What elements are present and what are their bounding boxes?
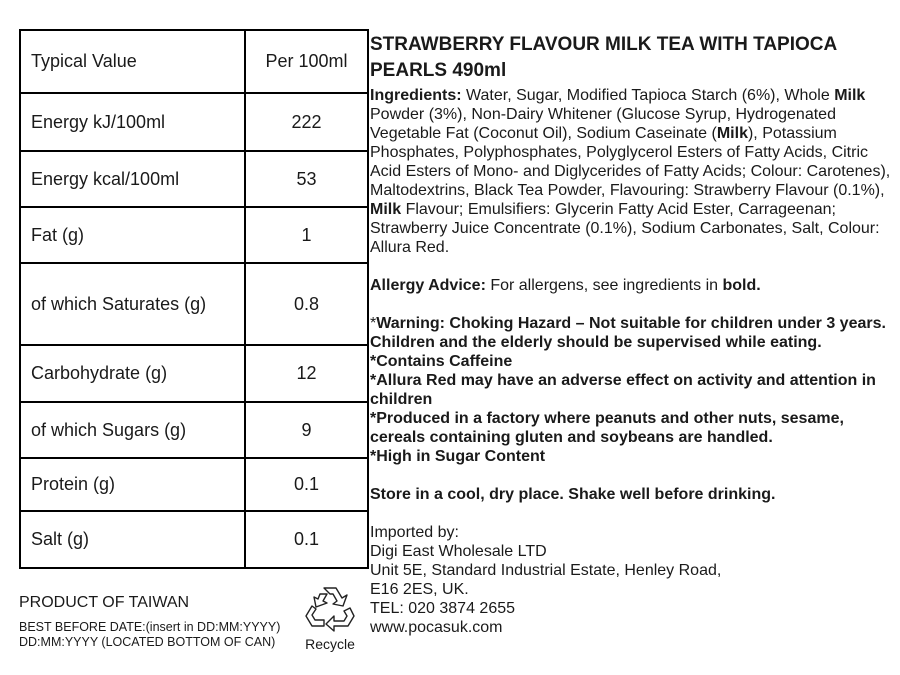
importer-label: Imported by: xyxy=(370,524,459,541)
product-origin: PRODUCT OF TAIWAN xyxy=(19,594,190,611)
nutrition-value: 0.1 xyxy=(245,511,368,568)
allergy-bold: bold. xyxy=(722,277,761,294)
nutrition-label: Fat (g) xyxy=(20,207,245,263)
best-before-line-2: DD:MM:YYYY (LOCATED BOTTOM OF CAN) xyxy=(19,635,276,649)
ingredients xyxy=(370,86,892,257)
warning-item: *Produced in a factory where peanuts and other nuts, sesame, cereals containing gluten and soybeans are handled. xyxy=(370,410,844,446)
nutrition-label: Energy kJ/100ml xyxy=(20,93,245,151)
ingredients-text-4: Flavour; Emulsifiers: Glycerin Fatty Acid Ester, Carrageenan; Strawberry Juice Concentrate (0.1%), Sodium Carbonates, Salt, Colour: Allura Red. xyxy=(370,201,880,256)
nutrition-table xyxy=(19,29,369,569)
nutrition-value: 1 xyxy=(245,207,368,263)
origin-block xyxy=(19,594,280,650)
importer-phone: TEL: 020 3874 2655 xyxy=(370,600,516,617)
nutrition-value: 0.1 xyxy=(245,458,368,511)
importer-company: Digi East Wholesale LTD xyxy=(370,543,547,560)
product-details xyxy=(370,32,892,637)
nutrition-label: Protein (g) xyxy=(20,458,245,511)
nutrition-row xyxy=(20,263,368,345)
nutrition-row xyxy=(20,93,368,151)
ingredients-text-3: ), Potassium Phosphates, Polyphosphates, Polyglycerol Esters of Fatty Acids, Citric Acid Esters of Mono- and Diglycerides of Fatty Acids; Colour: Carotenes), Maltodextrins, Black Tea Powder, Flavouring: Strawberry Flavour (0.1%), xyxy=(370,125,891,199)
allergy-label: Allergy Advice: xyxy=(370,277,486,294)
nutrition-label: of which Sugars (g) xyxy=(20,402,245,458)
nutrition-row xyxy=(20,151,368,207)
ingredient-allergen: Milk xyxy=(716,125,748,142)
ingredients-text-2: Powder (3%), Non-Dairy Whitener (Glucose Syrup, Hydrogenated Vegetable Fat (Coconut Oil), Sodium Caseinate ( xyxy=(370,106,836,142)
warning-text: Warning: Choking Hazard – Not suitable for children under 3 years. Children and the elderly should be supervised while eating. xyxy=(370,315,886,351)
recycle-icon xyxy=(302,584,358,634)
ingredients-label: Ingredients: xyxy=(370,87,462,104)
warning-item: *Contains Caffeine xyxy=(370,353,513,370)
nutrition-row xyxy=(20,345,368,402)
nutrition-row xyxy=(20,458,368,511)
nutrition-label: of which Saturates (g) xyxy=(20,263,245,345)
allergy-text: For allergens, see ingredients in xyxy=(485,277,723,294)
warning-item: *High in Sugar Content xyxy=(370,448,546,465)
warning-item: *Allura Red may have an adverse effect on activity and attention in children xyxy=(370,372,876,408)
nutrition-row xyxy=(20,402,368,458)
nutrition-value: 222 xyxy=(245,93,368,151)
importer-website: www.pocasuk.com xyxy=(370,619,503,636)
choking-warning xyxy=(370,314,892,352)
product-title: STRAWBERRY FLAVOUR MILK TEA WITH TAPIOCA PEARLS 490ml xyxy=(370,34,837,81)
nutrition-table-body xyxy=(20,30,368,568)
importer-address-2: E16 2ES, UK. xyxy=(370,581,469,598)
importer-block xyxy=(370,523,892,637)
nutrition-value: 0.8 xyxy=(245,263,368,345)
warnings xyxy=(370,314,892,466)
nutrition-header-label: Typical Value xyxy=(20,30,245,93)
nutrition-header-row xyxy=(20,30,368,93)
nutrition-row xyxy=(20,511,368,568)
nutrition-label: Salt (g) xyxy=(20,511,245,568)
nutrition-value: 12 xyxy=(245,345,368,402)
nutrition-header-value: Per 100ml xyxy=(245,30,368,93)
recycle-block xyxy=(300,584,360,652)
nutrition-row xyxy=(20,207,368,263)
best-before-line-1: BEST BEFORE DATE:(insert in DD:MM:YYYY) xyxy=(19,620,281,634)
ingredients-text-1: Water, Sugar, Modified Tapioca Starch (6%), Whole xyxy=(461,87,835,104)
storage-instructions xyxy=(370,485,892,504)
warning-star: * xyxy=(370,315,377,332)
ingredient-allergen: Milk xyxy=(834,87,866,104)
importer-address-1: Unit 5E, Standard Industrial Estate, Henley Road, xyxy=(370,562,722,579)
recycle-label: Recycle xyxy=(305,636,355,652)
allergy-advice xyxy=(370,276,892,295)
nutrition-label: Carbohydrate (g) xyxy=(20,345,245,402)
storage-text: Store in a cool, dry place. Shake well before drinking. xyxy=(370,486,776,503)
nutrition-label: Energy kcal/100ml xyxy=(20,151,245,207)
ingredient-allergen: Milk xyxy=(370,201,402,218)
nutrition-value: 9 xyxy=(245,402,368,458)
nutrition-value: 53 xyxy=(245,151,368,207)
